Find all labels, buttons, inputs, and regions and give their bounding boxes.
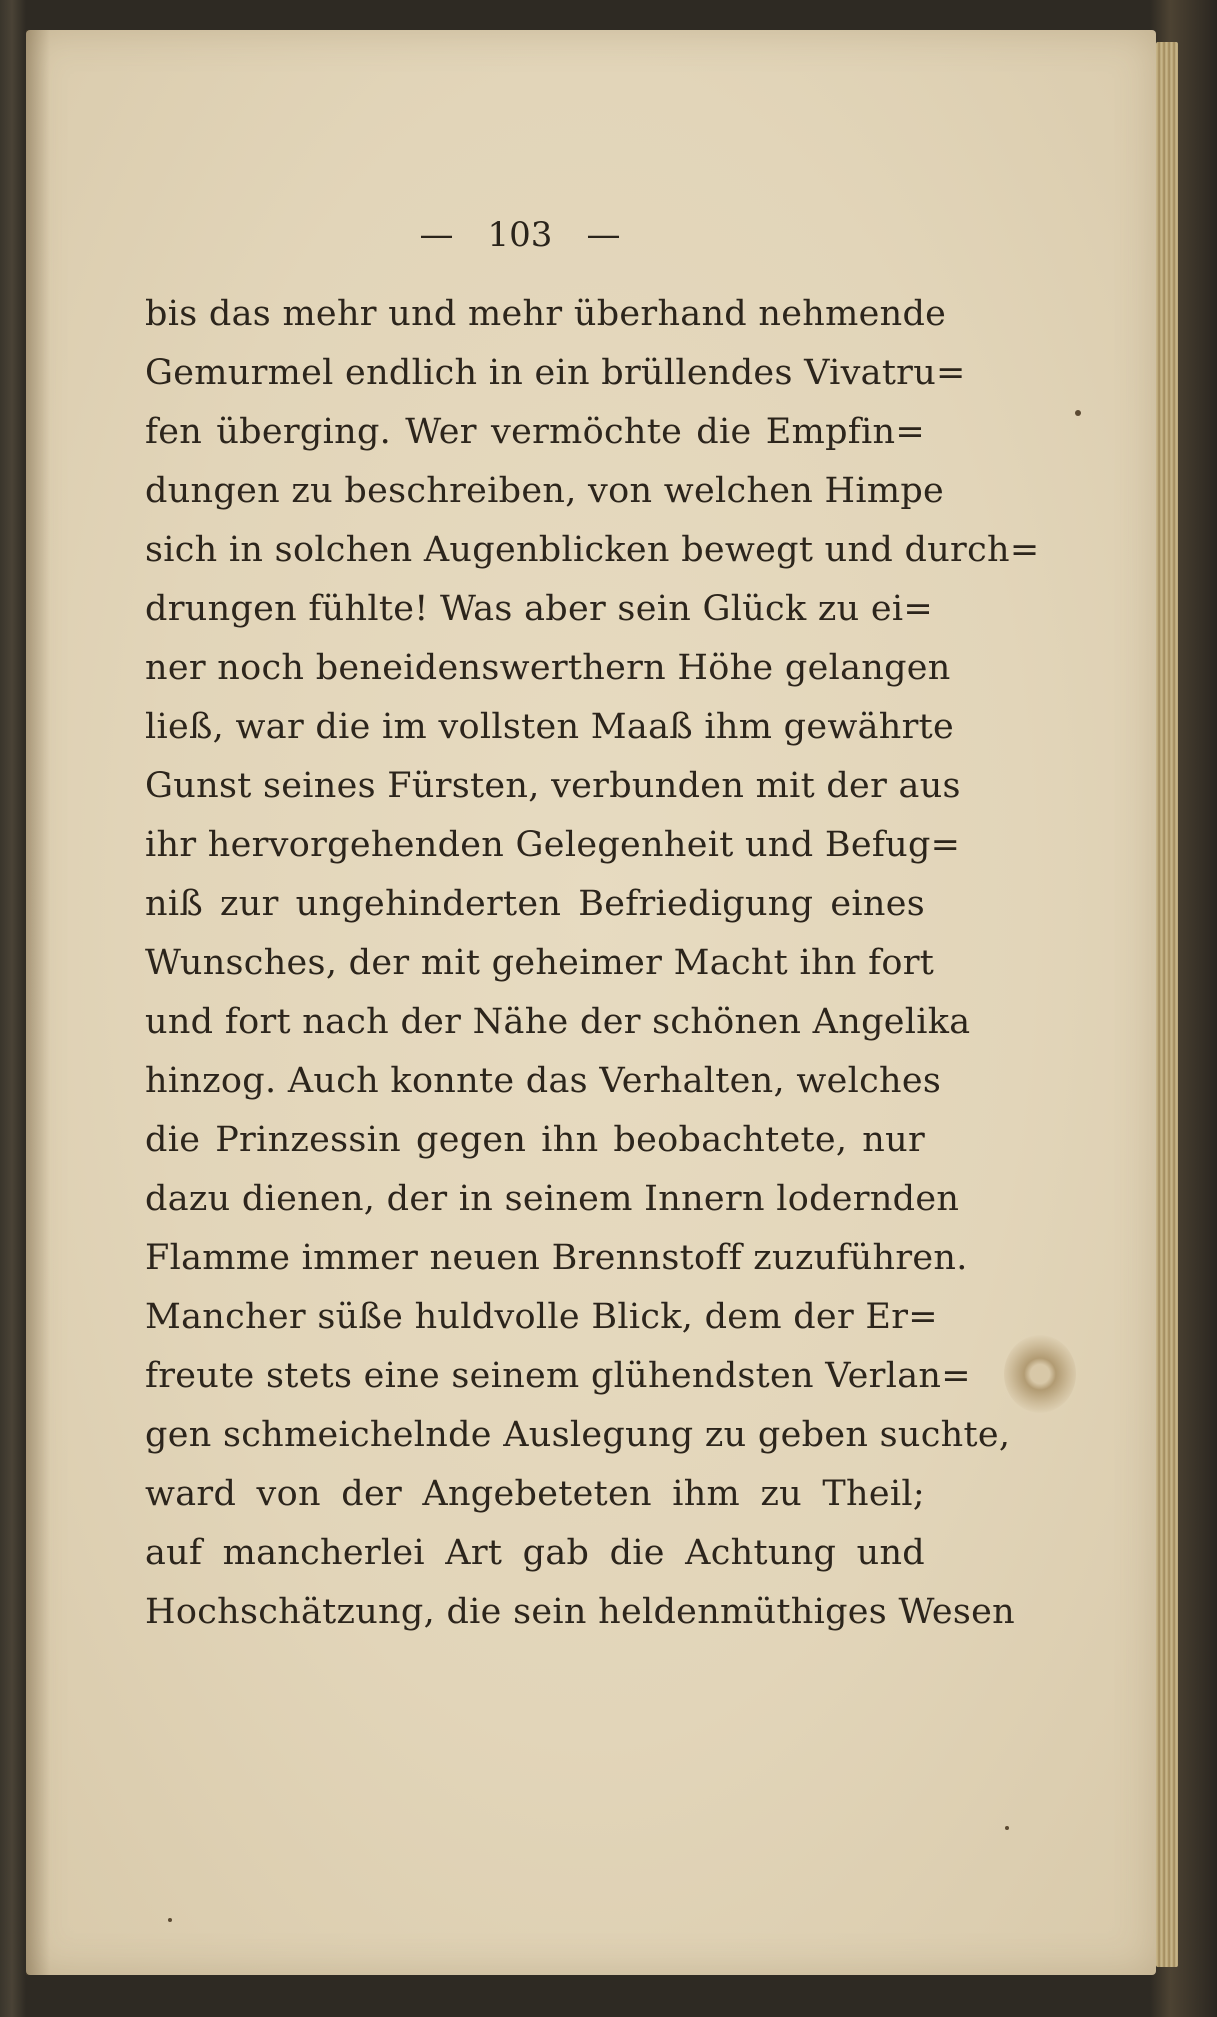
- text-line: Flamme immer neuen Brennstoff zuzuführen.: [145, 1238, 968, 1278]
- text-line: ließ, war die im vollsten Maaß ihm gewährte: [145, 707, 955, 747]
- page-edges: [1156, 42, 1178, 1967]
- text-line: Mancher süße huldvolle Blick, dem der Er=: [145, 1297, 938, 1337]
- gutter-shadow: [26, 30, 50, 1975]
- text-line: Gunst seines Fürsten, verbunden mit der aus: [145, 766, 961, 806]
- text-line: dungen zu beschreiben, von welchen Himpe: [145, 471, 945, 511]
- text-line: auf mancherlei Art gab die Achtung und: [145, 1533, 925, 1573]
- header-dash-right: —: [586, 215, 621, 255]
- ink-speck: [1075, 410, 1081, 416]
- text-line: bis das mehr und mehr überhand nehmende: [145, 294, 947, 334]
- text-line: gen schmeichelnde Auslegung zu geben suchte,: [145, 1415, 1011, 1455]
- text-line: ner noch beneidenswerthern Höhe gelangen: [145, 648, 951, 688]
- text-line: fen überging. Wer vermöchte die Empfin=: [145, 412, 925, 452]
- text-line: Hochschätzung, die sein heldenmüthiges Wesen: [145, 1592, 1016, 1632]
- page-number: 103: [487, 215, 553, 255]
- text-line: und fort nach der Nähe der schönen Angelika: [145, 1002, 971, 1042]
- text-line: freute stets eine seinem glühendsten Verlan=: [145, 1356, 971, 1396]
- ink-speck: [168, 1918, 172, 1922]
- text-line: drungen fühlte! Was aber sein Glück zu ei=: [145, 589, 934, 629]
- text-line: hinzog. Auch konnte das Verhalten, welches: [145, 1061, 942, 1101]
- text-line: Wunsches, der mit geheimer Macht ihn fort: [145, 943, 935, 983]
- ink-speck: [1005, 1826, 1009, 1830]
- body-text: [145, 285, 1040, 1642]
- header-dash-left: —: [419, 215, 454, 255]
- paper-stain: [1004, 1335, 1076, 1413]
- text-line: Gemurmel endlich in ein brüllendes Vivatru=: [145, 353, 966, 393]
- text-line: niß zur ungehinderten Befriedigung eines: [145, 884, 925, 924]
- text-line: dazu dienen, der in seinem Innern lodernden: [145, 1179, 960, 1219]
- text-line: die Prinzessin gegen ihn beobachtete, nur: [145, 1120, 925, 1160]
- text-line: ihr hervorgehenden Gelegenheit und Befug=: [145, 825, 961, 865]
- page-header: [400, 210, 640, 260]
- text-line: sich in solchen Augenblicken bewegt und durch=: [145, 530, 1040, 570]
- text-line: ward von der Angebeteten ihm zu Theil;: [145, 1474, 925, 1514]
